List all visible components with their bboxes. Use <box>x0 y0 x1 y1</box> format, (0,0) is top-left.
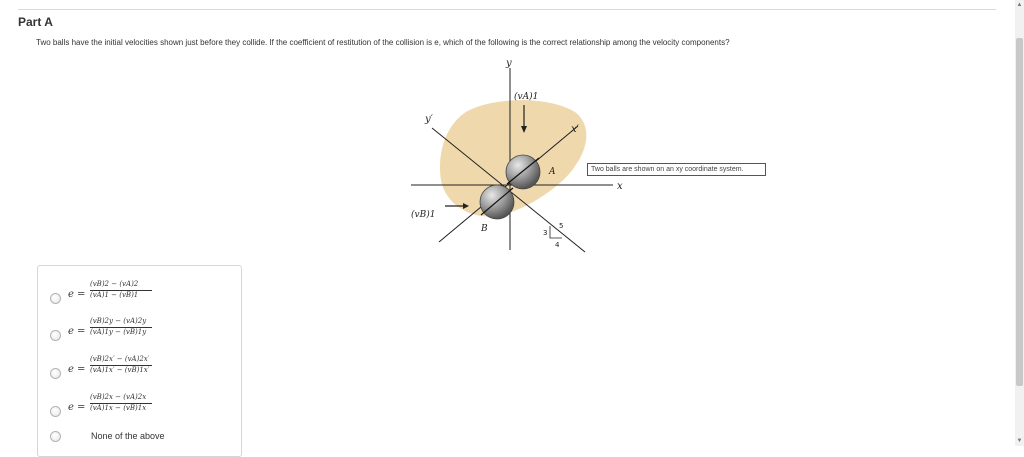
option-4[interactable] <box>38 393 241 425</box>
option-2-equals: = <box>77 326 86 337</box>
option-4-lhs: e <box>68 402 74 413</box>
option-4-radio[interactable] <box>50 406 61 417</box>
option-4-denominator: (vA)1x − (vB)1x <box>90 404 147 412</box>
option-2-lhs: e <box>68 326 74 337</box>
collision-figure <box>405 54 665 258</box>
scrollbar-thumb[interactable] <box>1016 38 1023 386</box>
option-2-numerator: (vB)2y − (vA)2y <box>90 317 147 325</box>
label-slope-5: 5 <box>559 222 564 230</box>
label-y: y <box>506 58 512 69</box>
scroll-down-icon[interactable]: ▼ <box>1016 438 1023 444</box>
option-3-denominator: (vA)1x′ − (vB)1x′ <box>90 366 150 374</box>
figure-alt-tooltip: Two balls are shown on an xy coordinate system. <box>587 163 766 176</box>
top-divider <box>18 9 996 10</box>
part-title: Part A <box>18 15 53 29</box>
label-ball-b: B <box>481 224 488 234</box>
label-slope-3: 3 <box>543 229 548 237</box>
label-vb: (vB)1 <box>411 210 436 220</box>
scroll-up-icon[interactable]: ▲ <box>1016 2 1023 8</box>
option-3-radio[interactable] <box>50 368 61 379</box>
label-x: x <box>617 181 623 192</box>
option-3-equals: = <box>77 364 86 375</box>
option-2-radio[interactable] <box>50 330 61 341</box>
label-slope-4: 4 <box>555 241 560 249</box>
option-1-equals: = <box>77 289 86 300</box>
question-text: Two balls have the initial velocities shown just before they collide. If the coefficient of restitution of the collision is e, which of the following is the correct relationship among the velocity components? <box>36 38 730 47</box>
option-4-equals: = <box>77 402 86 413</box>
label-va: (vA)1 <box>514 92 539 102</box>
option-1-lhs: e <box>68 289 74 300</box>
label-y-prime: y′ <box>425 114 433 125</box>
option-2[interactable] <box>38 317 241 349</box>
option-2-denominator: (vA)1y − (vB)1y <box>90 328 147 336</box>
label-x-prime: x′ <box>571 124 579 135</box>
ball-a <box>506 155 540 189</box>
answer-options <box>37 265 242 457</box>
option-1-denominator: (vA)1 − (vB)1 <box>90 291 139 299</box>
option-3-lhs: e <box>68 364 74 375</box>
option-1[interactable] <box>38 280 241 312</box>
option-5-label: None of the above <box>91 431 165 441</box>
option-1-numerator: (vB)2 − (vA)2 <box>90 280 139 288</box>
option-3-numerator: (vB)2x′ − (vA)2x′ <box>90 355 150 363</box>
option-1-radio[interactable] <box>50 293 61 304</box>
option-4-numerator: (vB)2x − (vA)2x <box>90 393 147 401</box>
label-ball-a: A <box>549 167 556 177</box>
option-5[interactable] <box>38 430 241 454</box>
option-5-radio[interactable] <box>50 431 61 442</box>
option-3[interactable] <box>38 355 241 387</box>
